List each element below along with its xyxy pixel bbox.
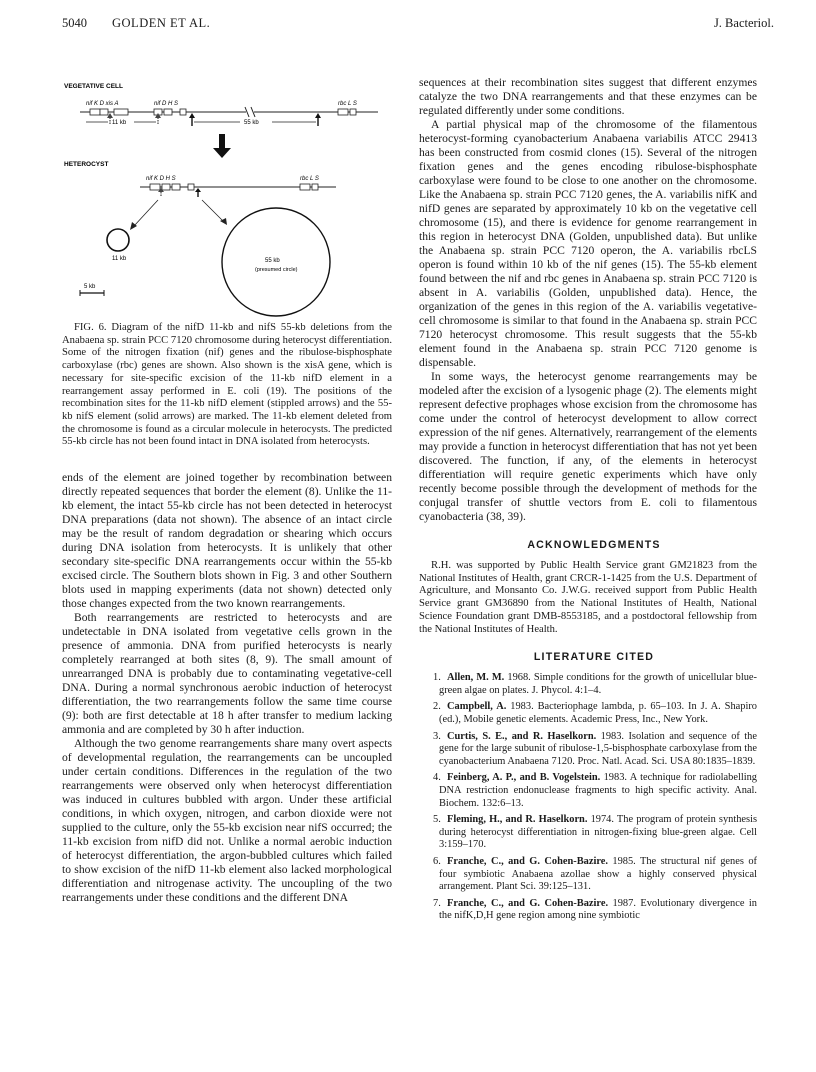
reference-item: 4. Feinberg, A. P., and B. Vogelstein. 1983. A technique for radiolabelling DNA restriction endonuclease fragments to high specific activity. Anal. Biochem. 132:6–13. <box>433 772 757 809</box>
veg-genes-mid: nif D H S <box>154 101 179 107</box>
page-number: 5040 <box>62 16 87 30</box>
right-paragraph-3: In some ways, the heterocyst genome rearrangements may be modeled after the excision of a lysogenic phage (2). The elements might represent defective prophages whose excision from the chromosome has come under the control of heterocyst development to allow correct expression of the nif genes. Alternatively, rearrangement of the elements may provide a function in heterocyst differentiation that has not yet been discovered. The function, if any, of the elements in heterocyst differentiation will require genetic experiments which have only recently become possible through the development of methods for the conjugal transfer of shuttle vectors from E. coli to filamentous cyanobacteria (38, 39). <box>419 370 757 523</box>
journal-name: J. Bacteriol. <box>713 16 774 30</box>
distance-11kb-label: 11 kb <box>112 120 127 126</box>
heterocyst-label: HETEROCYST <box>64 161 109 168</box>
right-column <box>419 76 757 927</box>
excision-arrows <box>130 200 227 230</box>
small-circle-label: 11 kb <box>112 256 127 262</box>
left-paragraph-2: Both rearrangements are restricted to heterocysts and are undetectable in DNA isolated from vegetative cells grown in the presence of ammonia. DNA from purified heterocysts is nearly completely rearranged at both sites (8, 9). The small amount of unrearranged DNA is probably due to contaminating vegetative-cell DNA. During a normal synchronous aerobic induction of heterocyst differentiation, the two rearrangements follow the same time course (9): both are first detectable at 18 h after transfer to medium lacking ammonia and are completed by 30 h after induction. <box>62 611 392 736</box>
left-paragraph-3: Although the two genome rearrangements share many overt aspects of developmental regulation, the rearrangements can be uncoupled under certain conditions. Differences in the regulation of the two rearrangements were observed only when heterocyst differentiation was induced in cultures bubbled with argon. Under these artificial conditions, in which oxygen, nitrogen, and carbon dioxide were not supplied to the culture, only the 55-kb excision near nifS occurred; the 11-kb excision from nifD did not. Unlike a normal aerobic induction of heterocyst differentiation, the argon-bubbled cultures which failed to show excision of the nifD 11-kb element also lacked morphological differentiation and nitrogenase activity. The uncoupling of the two rearrangements under these conditions and the different DNA <box>62 737 392 904</box>
large-circle-note: (presumed circle) <box>255 267 298 273</box>
distance-55kb-label: 55 kb <box>244 120 259 126</box>
veg-genes-left: nif K D xis A <box>86 101 119 107</box>
left-paragraph-1: ends of the element are joined together by recombination between directly repeated sequences that border the element (8). Unlike the 11-kb element, the intact 55-kb circle has not been detected in heterocyst DNA preparations (data not shown). The absence of an intact circle may be the result of random degradation or shearing which occurs during DNA isolation from heterocysts. It is unlikely that other secondary site-specific DNA rearrangements occur within the 55-kb excised circle. The Southern blots shown in Fig. 3 and other Southern blots used in mapping experiments (data not shown) detected only those changes expected from the two known rearrangements. <box>62 471 392 610</box>
scale-bar <box>80 284 104 296</box>
heterocyst-chromosome-line <box>140 184 336 197</box>
het-genes-left: nif K D H S <box>146 176 176 182</box>
figure-6-diagram <box>62 76 392 320</box>
reference-item: 6. Franche, C., and G. Cohen-Bazire. 1985. The structural nif genes of four symbiotic Anabaena azollae show a highly conserved physical arrangement. Plant Sci. 39:125–131. <box>433 855 757 893</box>
transition-arrow <box>213 134 231 158</box>
acknowledgments-heading: ACKNOWLEDGMENTS <box>527 539 661 551</box>
vegetative-chromosome-line <box>80 107 378 117</box>
reference-item: 5. Fleming, H., and R. Haselkorn. 1974. The program of protein synthesis during heterocyst differentiation in nitrogen-fixing blue-green algae. Cell 3:159–170. <box>433 814 758 851</box>
acknowledgments-text: R.H. was supported by Public Health Service grant GM21823 from the National Institutes of Health, grant CRCR-1-1425 from the U.S. Department of Agriculture, and Monsanto Co. J.W.G. received support from Public Health Service grant GM36890 from the National Institutes of Health, National Science Foundation grant DMB-8553185, and a postdoctoral fellowship from the National Institutes of Health. <box>419 560 757 635</box>
large-circle-label: 55 kb <box>265 258 280 264</box>
scale-bar-label: 5 kb <box>84 284 96 290</box>
reference-item: 2. Campbell, A. 1983. Bacteriophage lambda, p. 65–103. In J. A. Shapiro (ed.), Mobile genetic elements. Academic Press, Inc., New York. <box>433 701 757 725</box>
small-circle-11kb <box>107 229 129 251</box>
reference-list <box>419 672 757 923</box>
right-paragraph-2: A partial physical map of the chromosome of the filamentous heterocyst-forming cyanobacterium Anabaena variabilis ATCC 29413 has been constructed from cosmid clones (15). Several of the nitrogen fixation genes and the genes encoding ribulose-bisphosphate carboxylase were found to be close to one another on the chromosome. Like the Anabaena sp. strain PCC 7120 genes, the A. variabilis nifK and nifD genes are separated by approximately 10 kb on the vegetative cell chromosome (15), and there is evidence for genome rearrangement in this region in heterocyst DNA (Golden, unpublished data). But unlike the Anabaena sp. strain PCC 7120 operon, the A. variabilis rbcLS operon is found within 10 kb of the nif genes (15). The 55-kb element found between the nif and rbc genes in Anabaena sp. strain PCC 7120 is absent in A. variabilis (Golden, unpublished data). Hence, the organization of the genes in this region of the A. variabilis vegetative-cell chromosome is similar to that found in the Anabaena sp. strain PCC 7120 heterocyst chromosome. This result suggests that the 55-kb element found in the Anabaena sp. strain PCC 7120 genome is dispensable. <box>419 118 757 369</box>
reference-item: 1. Allen, M. M. 1968. Simple conditions for the growth of unicellular blue-green algae on plates. J. Phycol. 4:1–4. <box>433 672 757 696</box>
distance-markers <box>86 120 316 126</box>
figure-caption <box>62 322 392 449</box>
rearrangement-diagram <box>62 76 392 320</box>
literature-cited-heading: LITERATURE CITED <box>533 651 655 664</box>
reference-item: 3. Curtis, S. E., and R. Haselkorn. 1983. Isolation and sequence of the gene for the large subunit of ribulose-1,5-bisphosphate carboxylase from the cyanobacterium Anabaena 7120. Proc. Natl. Acad. Sci. USA 80:1835–1839. <box>433 730 757 767</box>
caption-text: FIG. 6. Diagram of the nifD 11-kb and nifS 55-kb deletions from the Anabaena sp. strain PCC 7120 chromosome during heterocyst differentiation. Some of the nitrogen fixation (nif) genes and the ribulose-bisphosphate carboxylase (rbc) genes are shown. Also shown is the xisA gene, which is necessary for site-specific excision of the 11-kb nifD element in a rearrangement assay performed in E. coli (19). The positions of the recombination sites for the 11-kb nifD element (stippled arrows) and the 55-kb nifS element (solid arrows) are marked. The 11-kb element deleted from the chromosome is found as a circular molecule in heterocysts. The predicted 55-kb circle has not been found intact in DNA isolated from heterocysts. <box>62 322 392 448</box>
running-authors: GOLDEN ET AL. <box>112 16 211 30</box>
running-header <box>62 16 774 34</box>
veg-genes-right: rbc L S <box>338 101 357 107</box>
recombination-site-arrows <box>107 113 321 126</box>
right-paragraph-1: sequences at their recombination sites suggest that different enzymes catalyze the two DNA rearrangements and that these enzymes can be regulated differently under some conditions. <box>419 76 757 117</box>
vegetative-cell-label: VEGETATIVE CELL <box>64 83 123 90</box>
left-column-body <box>62 471 392 905</box>
het-genes-right: rbc L S <box>300 176 319 182</box>
reference-item: 7. Franche, C., and G. Cohen-Bazire. 1987. Evolutionary divergence in the nifK,D,H gene region among nine symbiotic <box>433 897 757 922</box>
